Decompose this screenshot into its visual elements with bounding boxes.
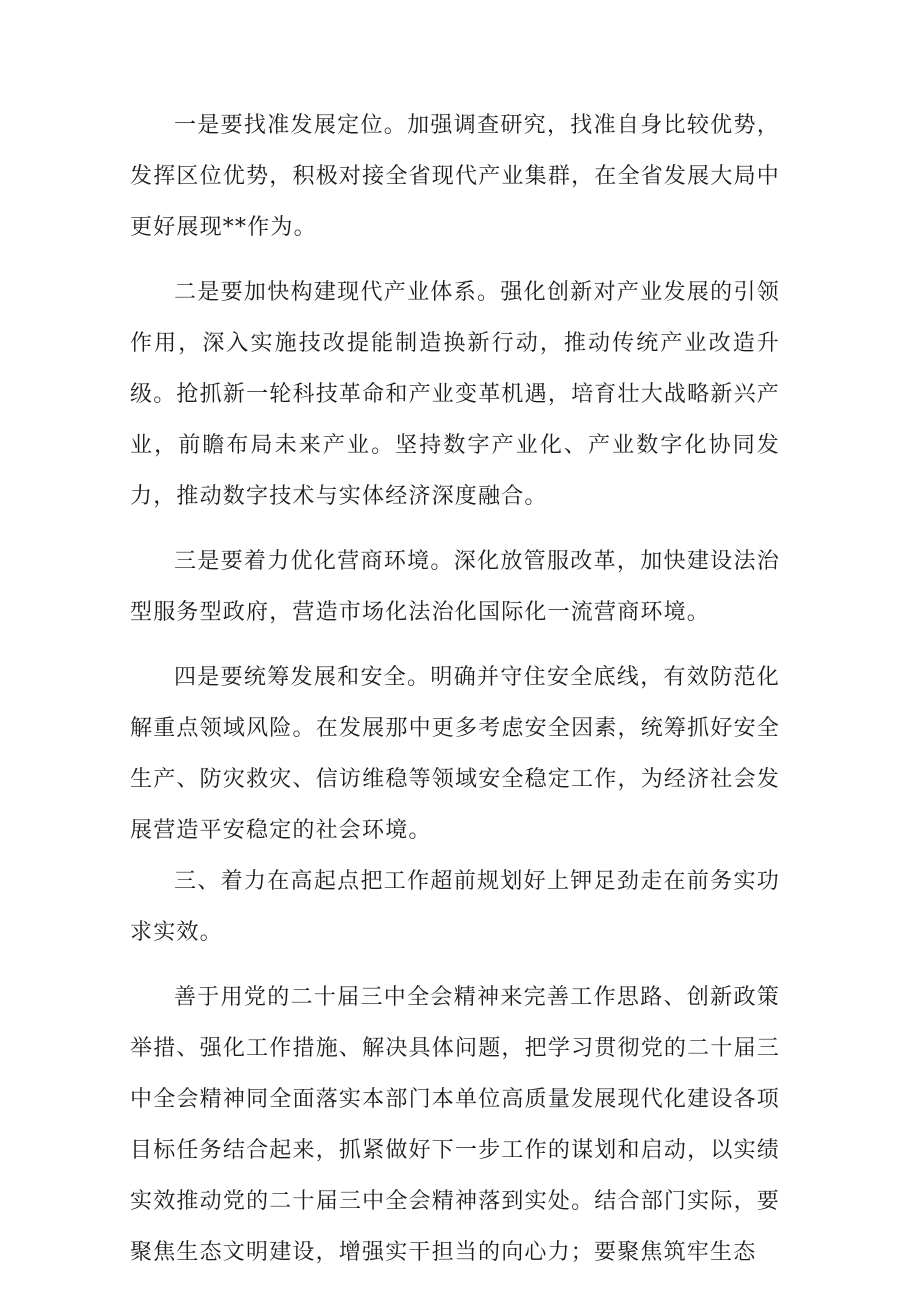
paragraph-5: 善于用党的二十届三中全会精神来完善工作思路、创新政策举措、强化工作措施、解决具体问题，把学习贯彻党的二十届三中全会精神同全面落实本部门本单位高质量发展现代化建设各项目标任务结合起来，抓紧做好下一步工作的谋划和启动，以实绩实效推动党的二十届三中全会精神落到实处。结合部门实际，要聚焦生态文明建设，增强实干担当的向心力；要聚焦筑牢生态 — [130, 985, 780, 1265]
paragraph-4: 四是要统筹发展和安全。明确并守住安全底线，有效防范化解重点领域风险。在发展那中更多考虑安全因素，统筹抓好安全生产、防灾救灾、信访维稳等领域安全稳定工作，为经济社会发展营造平安稳定的社会环境。 — [130, 665, 780, 843]
document-body — [130, 100, 780, 1292]
section-heading: 三、着力在高起点把工作超前规划好上钾足劲走在前务实功求实效。 — [130, 869, 780, 945]
paragraph-1: 一是要找准发展定位。加强调查研究，找准自身比较优势，发挥区位优势，积极对接全省现代产业集群，在全省发展大局中更好展现**作为。 — [130, 113, 780, 240]
paragraph-2: 二是要加快构建现代产业体系。强化创新对产业发展的引领作用，深入实施技改提能制造换新行动，推动传统产业改造升级。抢抓新一轮科技革命和产业变革机遇，培育壮大战略新兴产业，前瞻布局未来产业。坚持数字产业化、产业数字化协同发力，推动数字技术与实体经济深度融合。 — [130, 280, 780, 509]
paragraph-3: 三是要着力优化营商环境。深化放管服改革，加快建设法治型服务型政府，营造市场化法治化国际化一流营商环境。 — [130, 549, 780, 625]
